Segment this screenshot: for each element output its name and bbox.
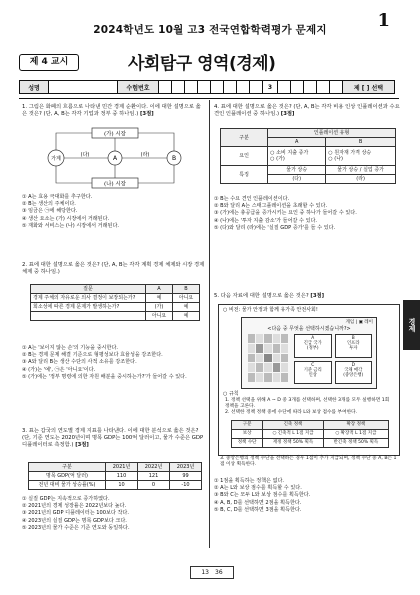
q1-choice-2[interactable]: ② B는 생산의 주체이다.: [22, 201, 76, 208]
q4-choice-4[interactable]: ④ (나)에는 '투자 지출 감소'가 들어갈 수 있다.: [214, 217, 318, 224]
exam-no-box[interactable]: [211, 81, 224, 93]
q1-stem: 1. 그림은 화폐의 흐름으로 나타낸 민간 경제 순환이다. 이에 대한 설명으로 옳은 것은? (단, A, B는 각각 기업과 정부 중 하나임.) [3점]: [22, 104, 201, 117]
q4-header-b: B: [326, 138, 396, 147]
q5-screen-title: <다음 중 무엇을 선택하시겠습니까?>: [267, 326, 351, 332]
q3-stem: 3. 표는 갑국의 연도별 경제 지표를 나타낸다. 이에 대한 분석으로 옳은 것은? (단, 기준 연도는 2020년이며 명목 GDP는 100억 달러이고, 물가 수준은 GDP 디플레이터로 측정함.) [3점]: [22, 428, 204, 448]
page-number: 1: [377, 10, 390, 31]
q3-choice-3[interactable]: ③ 2021년의 GDP 디플레이터는 100보다 작다.: [22, 510, 129, 517]
table-row: 특징 물가 상승 물가 상승 / 실업 증가: [221, 166, 396, 175]
exam-no-box[interactable]: [159, 81, 172, 93]
q2-choice-4[interactable]: ④ (가)는 '예', ㉠은 '아니요'이다.: [22, 366, 96, 373]
q3-header-2021: 2021년: [106, 463, 138, 472]
table-row: (다) (라): [221, 175, 396, 184]
q2-choice-2[interactable]: ② B는 경제 문제 해결 기준으로 형평성보다 효율성을 강조한다.: [22, 352, 163, 359]
q4-choices: [214, 196, 400, 232]
flow-c-label: (다): [80, 152, 90, 158]
candidate-info-row: [19, 80, 395, 94]
table-row: 명목 GDP(억 달러) 110 121 99: [29, 472, 202, 481]
table-row: 보상 ○ 긴축적 L 1점 지급 ○ 확장적 L 1점 지급: [232, 430, 389, 439]
exam-title: 2024학년도 10월 고3 전국연합학력평가 문제지: [93, 24, 327, 36]
q5-header-tight: 긴축 정책: [263, 421, 323, 430]
exam-no-box[interactable]: [172, 81, 185, 93]
header-rule: [19, 98, 399, 99]
exam-no-box[interactable]: [237, 81, 250, 93]
q2-choices: [22, 345, 207, 381]
q5-choice-1[interactable]: ① 1점을 획득하는 정책은 없다.: [214, 478, 285, 484]
q1-choice-4[interactable]: ④ 생산 요소는 (가) 시장에서 거래된다.: [22, 215, 110, 222]
q2-header-question: 질문: [31, 285, 146, 294]
page-footer: [190, 566, 234, 579]
q5-header-expand: 확장 정책: [323, 421, 388, 430]
q3-choice-1[interactable]: ① 실질 GDP는 지속적으로 증가하였다.: [22, 496, 110, 502]
q5-intro: ○ 비전: 물가 안정과 함께 유가족 안전사회!: [223, 307, 318, 313]
q5-choice-4[interactable]: ④ A, B, D를 선택하면 2점을 획득한다.: [214, 499, 302, 506]
q4-table: [220, 128, 396, 184]
session-badge: 제 4 교시: [19, 54, 79, 71]
exam-no-fixed: 3: [263, 81, 278, 93]
q5-card-c[interactable]: C 기준 금리 인상: [294, 361, 332, 385]
q3-header-2023: 2023년: [170, 463, 202, 472]
q5-card-d[interactable]: D 국채 매각 (중앙은행): [335, 361, 373, 385]
table-row: 정책 수단 재정 정책 50% 획득 반긴축 정책 50% 획득: [232, 439, 389, 448]
footer-page: 13: [201, 569, 209, 576]
market-ga-label: (가) 시장: [104, 131, 126, 138]
q2-header-a: A: [146, 285, 173, 294]
exam-no-box[interactable]: [330, 81, 343, 93]
q4-header-type: 인플레이션 유형: [268, 129, 396, 138]
table-row: 전년 대비 물가 상승률(%) 10 0 -10: [29, 481, 202, 490]
q1-choice-5[interactable]: ⑤ 재화와 서비스는 (나) 시장에서 거래된다.: [22, 222, 119, 229]
q4-choice-5[interactable]: ⑤ (다)와 달리 (라)에는 '실질 GDP 증가'를 들 수 있다.: [214, 224, 336, 231]
q3-header-2022: 2022년: [138, 463, 170, 472]
q2-choice-5[interactable]: ⑤ (가)에는 '정부 명령에 의한 자원 배분을 중시하는가?'가 들어갈 수 있다.: [22, 373, 187, 380]
exam-no-label: 수험번호: [118, 81, 159, 93]
q1-choice-1[interactable]: ① A는 효용 극대화를 추구한다.: [22, 194, 93, 200]
q1-circular-flow-diagram: [40, 126, 190, 190]
q5-game-board: [248, 334, 288, 382]
q5-rule-2: 2. 선택한 정책 정책 중에 수단에 따라 L와 보상 점수를 부여한다.: [225, 410, 358, 415]
q4-choice-3[interactable]: ③ (가)에는 총공급을 증가시키는 요인 중 하나가 들어갈 수 있다.: [214, 210, 357, 217]
q3-choices: [22, 496, 207, 532]
exam-no-box[interactable]: [278, 81, 291, 93]
q1-choices: [22, 194, 207, 230]
q4-header-a: A: [268, 138, 326, 147]
q5-choice-3[interactable]: ③ B와 C는 모두 L와 보상 점수를 획득한다.: [214, 492, 311, 499]
q5-choice-2[interactable]: ② A는 L와 보상 점수를 획득할 수 있다.: [214, 485, 302, 492]
q3-choice-4[interactable]: ④ 2023년의 실질 GDP는 명목 GDP보다 크다.: [22, 517, 127, 524]
exam-no-box[interactable]: [224, 81, 237, 93]
exam-no-box[interactable]: [304, 81, 317, 93]
choice-label: 제 [ ] 선택: [343, 81, 394, 93]
q5-rule-title: ○ 규칙: [223, 391, 239, 397]
q5-note: 3. 중앙은행의 정책 수단을 선택하는 경우 1점이 추가 지급되며, 정책 수단 중 A, B는 1점 이상 획득한다.: [220, 456, 397, 467]
q5-game-screen: [241, 317, 377, 389]
q2-choice-1[interactable]: ① A는 '보이지 않는 손'의 기능을 중시한다.: [22, 345, 118, 351]
exam-no-box[interactable]: [317, 81, 330, 93]
q2-stem: 2. 표에 대한 설명으로 옳은 것은? (단, A, B는 각각 계획 경제 체제와 시장 경제 체제 중 하나임.): [22, 262, 205, 275]
column-divider: [209, 100, 210, 548]
table-row: 요인 ○ 소비 지출 증가 ○ (가) ○ 원자재 가격 상승 ○ (나): [221, 147, 396, 166]
node-b: B: [171, 155, 177, 162]
q5-stem: 5. 다음 자료에 대한 설명으로 옳은 것은? [3점]: [214, 293, 325, 299]
q4-stem: 4. 표에 대한 설명으로 옳은 것은? (단, A, B는 각각 비용 인상 인플레이션과 수요 견인 인플레이션 중 하나임.) [3점]: [214, 104, 400, 117]
table-row: 경제 주체의 자유로운 의사 결정이 보장되는가? 예 아니요: [31, 294, 200, 303]
exam-no-box[interactable]: [198, 81, 211, 93]
table-row: 아니요 예: [31, 312, 200, 321]
q5-rule-1: 1. 정책 선택을 위해 A ~ D 중 3개를 선택하며, 선택한 3개를 모두 실행하면 1회 정책을 고른다.: [225, 398, 390, 409]
q4-header-category: 구분: [221, 129, 268, 147]
q5-choices: [214, 478, 400, 514]
node-a: A: [112, 155, 118, 162]
table-row: 희소성에 따른 경제 문제가 발생하는가? (가) 예: [31, 303, 200, 312]
q5-choice-5[interactable]: ⑤ B, C, D를 선택하면 3점을 획득한다.: [214, 506, 302, 513]
q5-table: [231, 420, 389, 448]
q4-choice-1[interactable]: ① B는 수요 견인 인플레이션이다.: [214, 196, 290, 202]
q2-table: [30, 284, 200, 321]
flow-d-label: (라): [140, 152, 150, 158]
q3-choice-2[interactable]: ② 2021년의 경제 성장률은 2022년보다 높다.: [22, 503, 127, 510]
subject-title: 사회탐구 영역(경제): [128, 54, 276, 74]
q3-choice-5[interactable]: ⑤ 2023년의 물가 수준은 기준 연도와 동일하다.: [22, 524, 130, 531]
q5-screen-header: 게임 | ▣ 레이: [345, 320, 373, 325]
q2-choice-3[interactable]: ③ A와 달리 B는 생산 수단의 사적 소유를 강조한다.: [22, 359, 137, 366]
subject-side-tab: 경제: [403, 300, 420, 350]
q1-choice-3[interactable]: ③ 임금은 ㉠에 해당한다.: [22, 208, 78, 215]
q5-card-a[interactable]: A 긴급 국가 (정부): [294, 334, 332, 358]
name-label: 성명: [20, 81, 49, 93]
exam-no-box[interactable]: [185, 81, 198, 93]
household-node: 가계: [51, 156, 61, 162]
market-na-label: (나) 시장: [104, 181, 126, 188]
q5-material-box: [218, 304, 400, 456]
q5-header-category: 구분: [232, 421, 263, 430]
exam-no-box[interactable]: [291, 81, 304, 93]
name-field[interactable]: [49, 81, 118, 93]
q3-table: [28, 462, 202, 490]
exam-no-box[interactable]: [250, 81, 263, 93]
q4-choice-2[interactable]: ② B와 달리 A는 스태그플레이션을 초래할 수 있다.: [214, 203, 328, 210]
footer-total: 36: [215, 569, 223, 576]
q5-card-grid: [294, 334, 372, 384]
q2-header-b: B: [173, 285, 200, 294]
q3-header-category: 구분: [29, 463, 106, 472]
q5-card-b[interactable]: B 인프라 투자: [335, 334, 373, 358]
q5-rules: [225, 398, 395, 416]
